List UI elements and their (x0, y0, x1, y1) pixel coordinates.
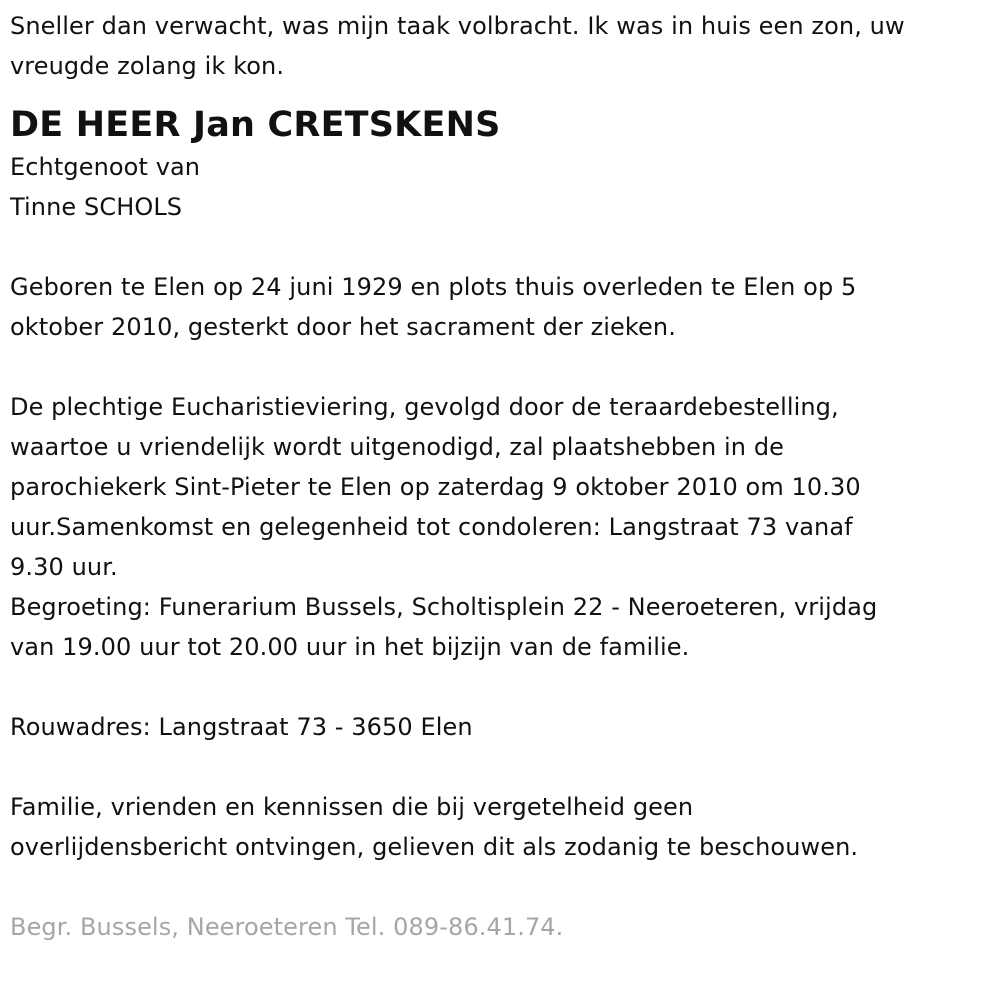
service-line: uur.Samenkomst en gelegenheid tot condoleren: Langstraat 73 vanaf (10, 513, 853, 541)
service-line: Begroeting: Funerarium Bussels, Scholtisplein 22 - Neeroeteren, vrijdag (10, 593, 878, 621)
deceased-name: DE HEER Jan CRETSKENS (10, 105, 501, 145)
intro-line: Sneller dan verwacht, was mijn taak volbracht. Ik was in huis een zon, uw (10, 12, 905, 40)
service-line: van 19.00 uur tot 20.00 uur in het bijzijn van de familie. (10, 633, 690, 661)
spacer (10, 347, 1000, 387)
birth-line: Geboren te Elen op 24 juni 1929 en plots thuis overleden te Elen op 5 (10, 273, 857, 301)
birth-line: oktober 2010, gesterkt door het sacrament der zieken. (10, 313, 676, 341)
notice-line: overlijdensbericht ontvingen, gelieven dit als zodanig te beschouwen. (10, 833, 859, 861)
notice-text (10, 787, 1000, 867)
spacer (10, 667, 1000, 707)
notice-line: Familie, vrienden en kennissen die bij vergetelheid geen (10, 793, 694, 821)
spacer (10, 747, 1000, 787)
service-line: 9.30 uur. (10, 553, 118, 581)
funeral-home-footer: Begr. Bussels, Neeroeteren Tel. 089-86.41.74. (10, 913, 564, 941)
spouse-line: Tinne SCHOLS (10, 193, 183, 221)
spacer (10, 227, 1000, 267)
service-line: waartoe u vriendelijk wordt uitgenodigd, zal plaatshebben in de (10, 433, 785, 461)
intro-quote (10, 6, 1000, 86)
funeral-service-info (10, 387, 1000, 667)
spacer (10, 867, 1000, 907)
mourning-address: Rouwadres: Langstraat 73 - 3650 Elen (10, 713, 473, 741)
service-line: parochiekerk Sint-Pieter te Elen op zaterdag 9 oktober 2010 om 10.30 (10, 473, 861, 501)
birth-death-info (10, 267, 1000, 347)
service-line: De plechtige Eucharistieviering, gevolgd door de teraardebestelling, (10, 393, 839, 421)
spouse-line: Echtgenoot van (10, 153, 201, 181)
intro-line: vreugde zolang ik kon. (10, 52, 285, 80)
spouse-info (10, 147, 1000, 227)
